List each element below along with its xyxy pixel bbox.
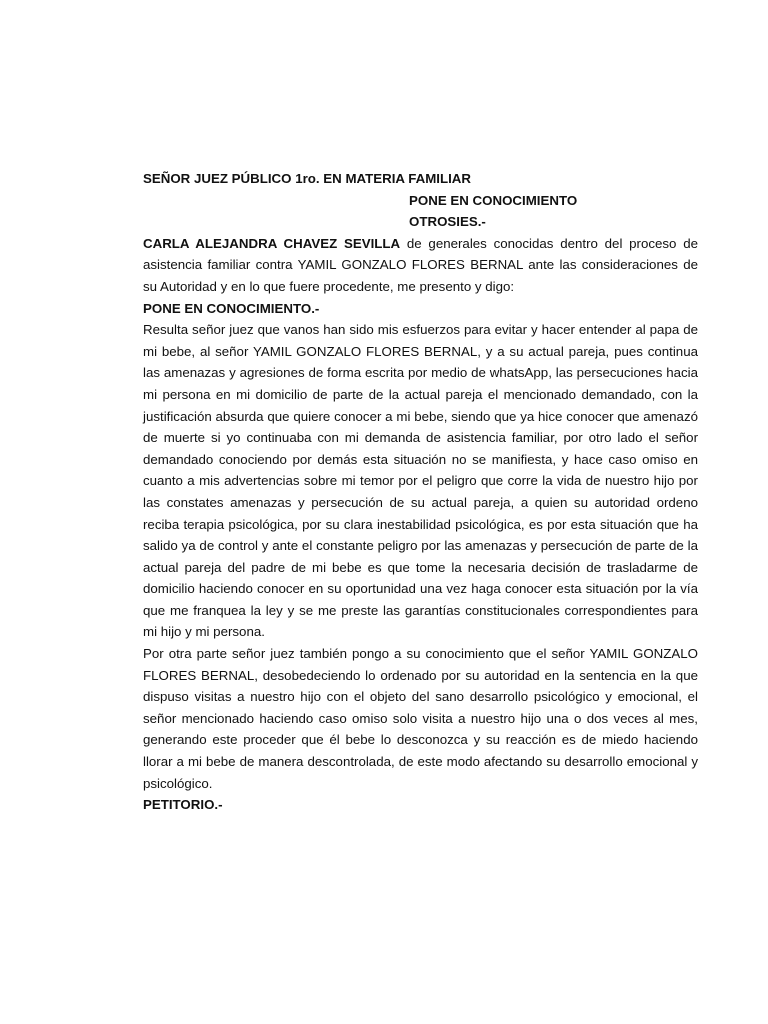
- intro-text: de generales conocidas dentro del proceso de asistencia familiar contra YAMIL GONZALO FLORES BERNAL ante las consideraciones de su Autoridad y en lo que fuere procedente, me presento y digo:: [143, 235, 698, 294]
- document-page: [143, 168, 698, 816]
- petitioner-name: CARLA ALEJANDRA CHAVEZ SEVILLA: [143, 235, 401, 251]
- intro-paragraph: [143, 233, 698, 298]
- section-heading-petitorio: PETITORIO.-: [143, 797, 223, 813]
- body-paragraph-2: Por otra parte señor juez también pongo a su conocimiento que el señor YAMIL GONZALO FLORES BERNAL, desobedeciendo lo ordenado por su autoridad en la sentencia en la que dispuso visitas a nuestro hijo con el objeto del sano desarrollo psicológico y emocional, el señor mencionado haciendo caso omiso solo visita a nuestro hijo una o dos veces al mes, generando este proceder que él bebe lo desconozca y su reacción es de miedo haciendo llorar a mi bebe de manera descontrolada, de este modo afectando su desarrollo emocional y psicológico.: [143, 646, 698, 791]
- addressee-line: SEÑOR JUEZ PÚBLICO 1ro. EN MATERIA FAMILIAR: [143, 171, 472, 186]
- body-paragraph-1: Resulta señor juez que vanos han sido mis esfuerzos para evitar y hacer entender al papa de mi bebe, al señor YAMIL GONZALO FLORES BERNAL, y a su actual pareja, pues continua las amenazas y agresiones de forma escrita por medio de whatsApp, las persecuciones hacia mi persona en mi domicilio de parte de la actual pareja el mencionado demandado, con la justificación absurda que quiere conocer a mi bebe, siendo que ya hice conocer que amenazó de muerte si yo continuaba con mi demanda de asistencia familiar, por otro lado el señor demandado conociendo por demás esta situación no se manifiesta, y hace caso omiso en cuanto a mis advertencias sobre mi temor por el peligro que corre la vida de nuestro hijo por las constates amenazas y persecución de su actual pareja, a quien su autoridad ordeno reciba terapia psicológica, por su clara inestabilidad psicológica, es por esta situación que ha salido ya de control y ante el constante peligro por las amenazas y persecución de parte de la actual pareja del padre de mi bebe es que tome la necesaria decisión de trasladarme de domicilio haciendo conocer en su oportunidad una vez haga conocer esta situación por la vía que me franquea la ley y se me preste las garantías constitucionales correspondientes para mi hijo y mi persona.: [143, 322, 698, 640]
- section-heading-pone-en-conocimiento: PONE EN CONOCIMIENTO.-: [143, 300, 320, 316]
- subject-line-2: OTROSIES.-: [409, 214, 486, 230]
- subject-line-1: PONE EN CONOCIMIENTO: [409, 192, 578, 208]
